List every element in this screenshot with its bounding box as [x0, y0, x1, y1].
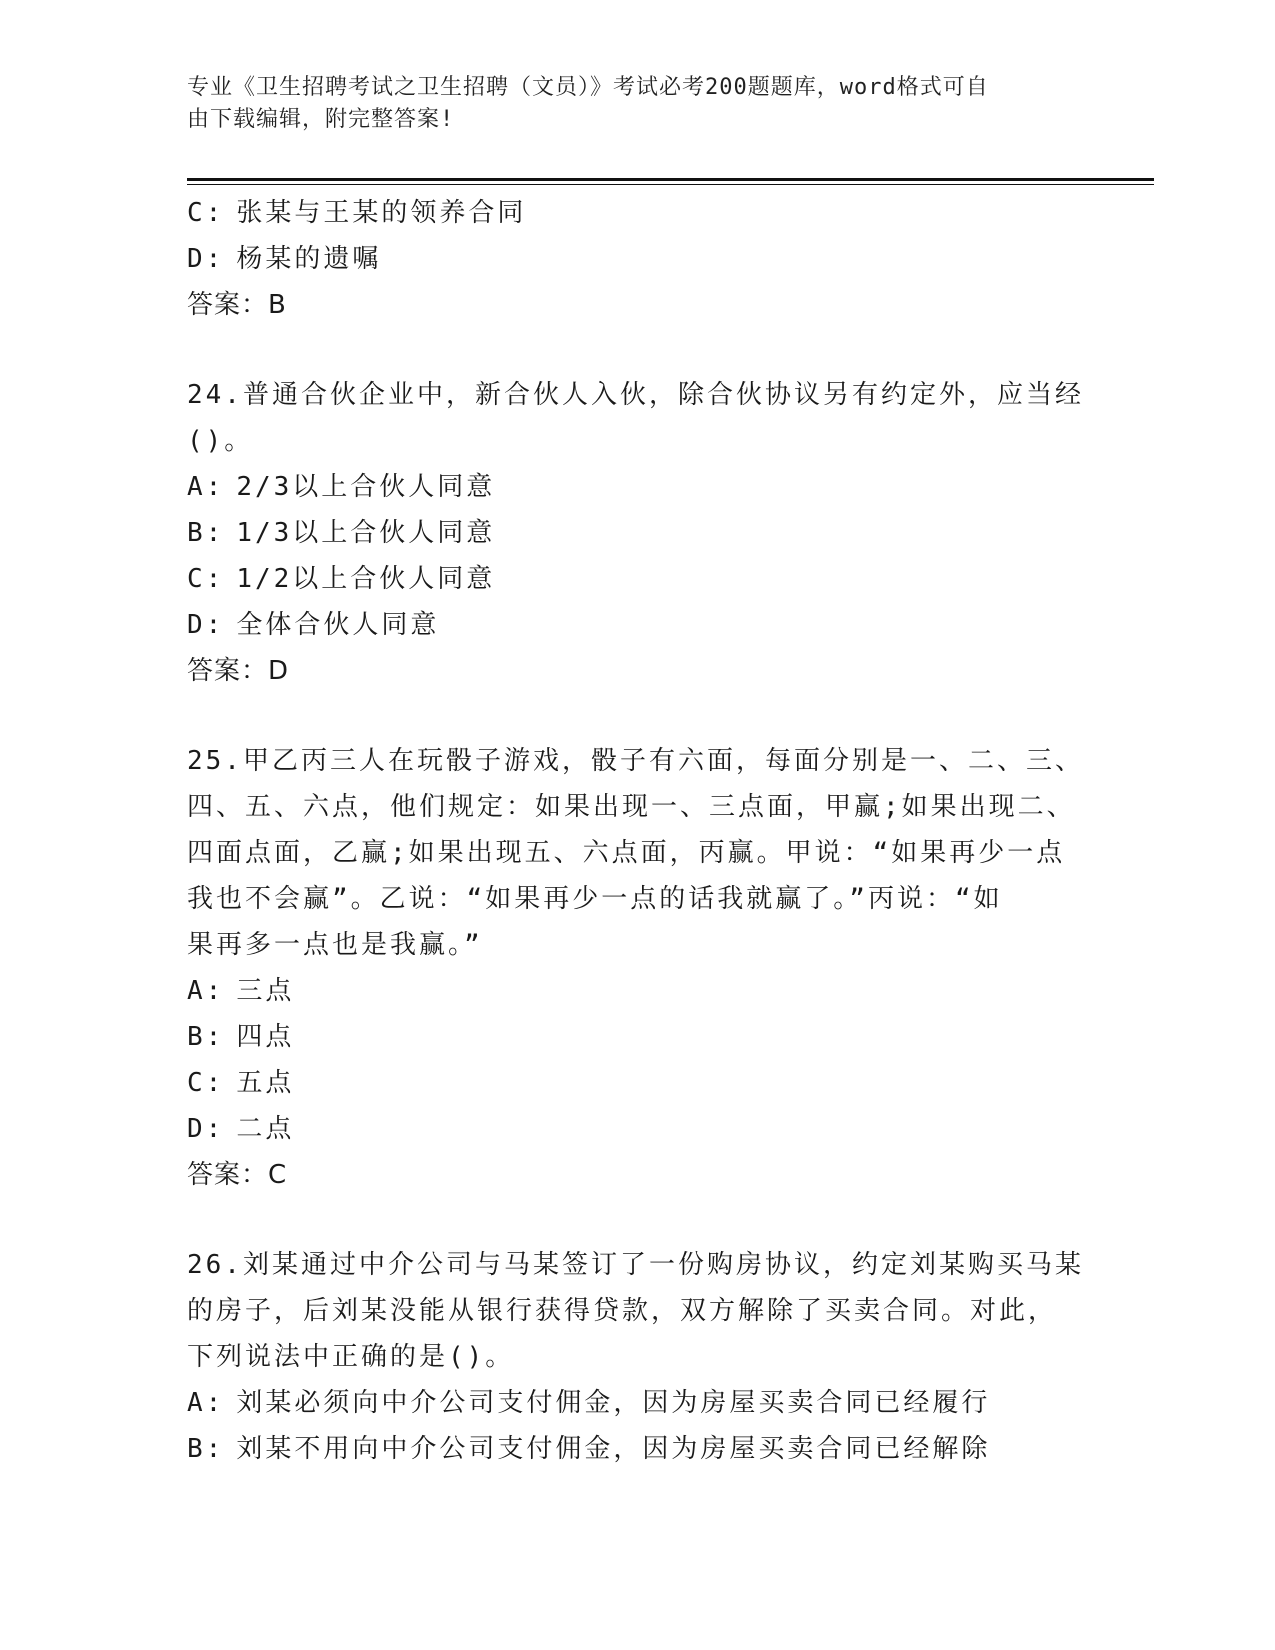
option-text: 刘某不用向中介公司支付佣金，因为房屋买卖合同已经解除	[236, 1434, 991, 1464]
option-key: C:	[187, 198, 225, 228]
question-25	[187, 738, 1087, 1198]
option-key: B:	[187, 518, 225, 548]
option-d	[187, 1106, 1087, 1152]
option-text: 全体合伙人同意	[236, 610, 440, 640]
option-text: 五点	[236, 1068, 295, 1098]
spacer	[187, 328, 1087, 372]
option-key: D:	[187, 610, 225, 640]
option-d	[187, 236, 1087, 282]
spacer	[187, 694, 1087, 738]
question-26	[187, 1242, 1087, 1472]
question-stem-line: 26.刘某通过中介公司与马某签订了一份购房协议，约定刘某购买马某	[187, 1250, 1084, 1280]
question-stem-line: 24.普通合伙企业中，新合伙人入伙，除合伙协议另有约定外，应当经	[187, 380, 1084, 410]
option-key: A:	[187, 1388, 225, 1418]
answer: 答案：C	[187, 1160, 288, 1190]
header-rule-thin	[187, 184, 1154, 185]
question-stem-line: 25.甲乙丙三人在玩骰子游戏，骰子有六面，每面分别是一、二、三、	[187, 746, 1084, 776]
option-b	[187, 1014, 1087, 1060]
option-a	[187, 464, 1087, 510]
answer: 答案：D	[187, 656, 290, 686]
option-c	[187, 190, 1087, 236]
spacer	[187, 1198, 1087, 1242]
option-key: D:	[187, 244, 225, 274]
option-key: A:	[187, 976, 225, 1006]
option-text: 杨某的遗嘱	[236, 244, 382, 274]
question-list	[187, 190, 1087, 1472]
option-text: 1/2以上合伙人同意	[236, 564, 496, 594]
question-stem-line: 的房子，后刘某没能从银行获得贷款，双方解除了买卖合同。对此，	[187, 1296, 1058, 1326]
option-text: 2/3以上合伙人同意	[236, 472, 496, 502]
option-b	[187, 1426, 1087, 1472]
option-text: 1/3以上合伙人同意	[236, 518, 496, 548]
option-a	[187, 1380, 1087, 1426]
option-c	[187, 1060, 1087, 1106]
question-stem-line: 果再多一点也是我赢。”	[187, 930, 483, 960]
question-23	[187, 190, 1087, 328]
header-line-1: 专业《卫生招聘考试之卫生招聘（文员）》考试必考200题题库，word格式可自	[187, 75, 989, 100]
question-stem-line: 四、五、六点，他们规定：如果出现一、三点面，甲赢;如果出现二、	[187, 792, 1076, 822]
question-24	[187, 372, 1087, 694]
question-stem-line: 四面点面，乙赢;如果出现五、六点面，丙赢。甲说：“如果再少一点	[187, 838, 1066, 868]
option-d	[187, 602, 1087, 648]
question-stem-line: ()。	[187, 426, 254, 456]
answer: 答案：B	[187, 290, 287, 320]
option-key: A:	[187, 472, 225, 502]
option-key: C:	[187, 1068, 225, 1098]
option-text: 四点	[236, 1022, 295, 1052]
option-text: 三点	[236, 976, 295, 1006]
option-text: 二点	[236, 1114, 295, 1144]
question-stem-line: 我也不会赢”。乙说：“如果再少一点的话我就赢了。”丙说：“如	[187, 884, 1003, 914]
option-text: 张某与王某的领养合同	[236, 198, 527, 228]
option-c	[187, 556, 1087, 602]
option-key: B:	[187, 1022, 225, 1052]
document-header	[187, 72, 1077, 136]
question-stem-line: 下列说法中正确的是()。	[187, 1342, 515, 1372]
option-b	[187, 510, 1087, 556]
option-key: D:	[187, 1114, 225, 1144]
option-key: C:	[187, 564, 225, 594]
option-text: 刘某必须向中介公司支付佣金，因为房屋买卖合同已经履行	[236, 1388, 991, 1418]
header-line-2: 由下载编辑，附完整答案!	[187, 107, 455, 132]
option-a	[187, 968, 1087, 1014]
header-rule-thick	[187, 178, 1154, 181]
option-key: B:	[187, 1434, 225, 1464]
